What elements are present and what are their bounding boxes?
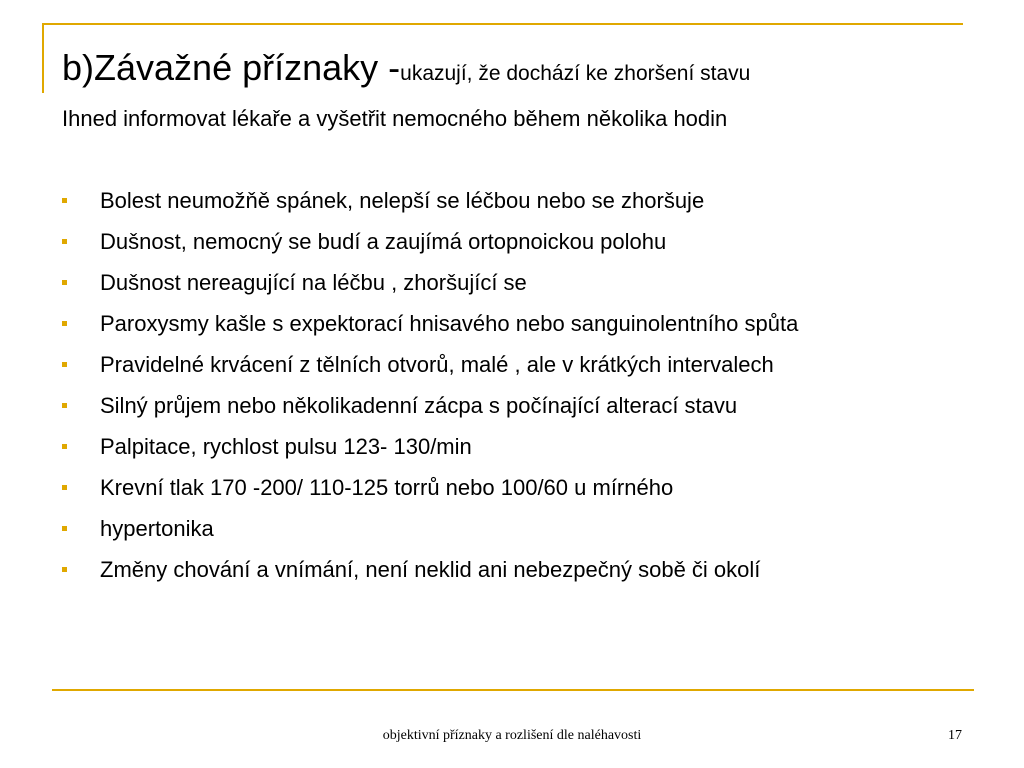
square-bullet-icon	[62, 362, 67, 367]
square-bullet-icon	[62, 567, 67, 572]
bullet-item	[62, 471, 962, 505]
bullet-text: Krevní tlak 170 -200/ 110-125 torrů nebo 100/60 u mírného	[100, 475, 674, 500]
bullet-item	[62, 348, 962, 382]
bullet-item	[62, 266, 962, 300]
bullet-text: Paroxysmy kašle s expektorací hnisavého nebo sanguinolentního spůta	[100, 311, 799, 336]
bullet-text: Dušnost, nemocný se budí a zaujímá ortopnoickou polohu	[100, 229, 667, 254]
bullet-item	[62, 389, 962, 423]
bullet-text: Silný průjem nebo několikadenní zácpa s počínající alterací stavu	[100, 393, 738, 418]
left-accent-rule	[42, 23, 44, 93]
square-bullet-icon	[62, 280, 67, 285]
bullet-item	[62, 512, 962, 546]
bullet-text: hypertonika	[100, 516, 214, 541]
bullet-text: Pravidelné krvácení z tělních otvorů, malé , ale v krátkých intervalech	[100, 352, 774, 377]
bullet-text: Palpitace, rychlost pulsu 123- 130/min	[100, 434, 472, 459]
footer-accent-rule	[52, 689, 974, 691]
slide-title	[62, 47, 751, 88]
bullet-item	[62, 307, 962, 341]
slide-subtitle: Ihned informovat lékaře a vyšetřit nemocného během několika hodin	[62, 106, 728, 131]
bullet-text: Změny chování a vnímání, není neklid ani nebezpečný sobě či okolí	[100, 557, 761, 582]
bullet-text: Bolest neumožňě spánek, nelepší se léčbou nebo se zhoršuje	[100, 188, 705, 213]
square-bullet-icon	[62, 239, 67, 244]
bullet-item	[62, 225, 962, 259]
bullet-text: Dušnost nereagující na léčbu , zhoršující se	[100, 270, 527, 295]
bullet-list	[62, 184, 962, 594]
slide-title-sub: ukazují, že dochází ke zhoršení stavu	[400, 62, 751, 85]
square-bullet-icon	[62, 321, 67, 326]
slide-title-main: b)Závažné příznaky -	[62, 47, 401, 88]
bullet-item	[62, 430, 962, 464]
bullet-item	[62, 553, 962, 587]
top-accent-rule	[42, 23, 963, 25]
square-bullet-icon	[62, 444, 67, 449]
page-number: 17	[948, 728, 962, 743]
footer-text: objektivní příznaky a rozlišení dle naléhavosti	[382, 728, 642, 743]
square-bullet-icon	[62, 485, 67, 490]
square-bullet-icon	[62, 403, 67, 408]
square-bullet-icon	[62, 198, 67, 203]
bullet-item	[62, 184, 962, 218]
square-bullet-icon	[62, 526, 67, 531]
